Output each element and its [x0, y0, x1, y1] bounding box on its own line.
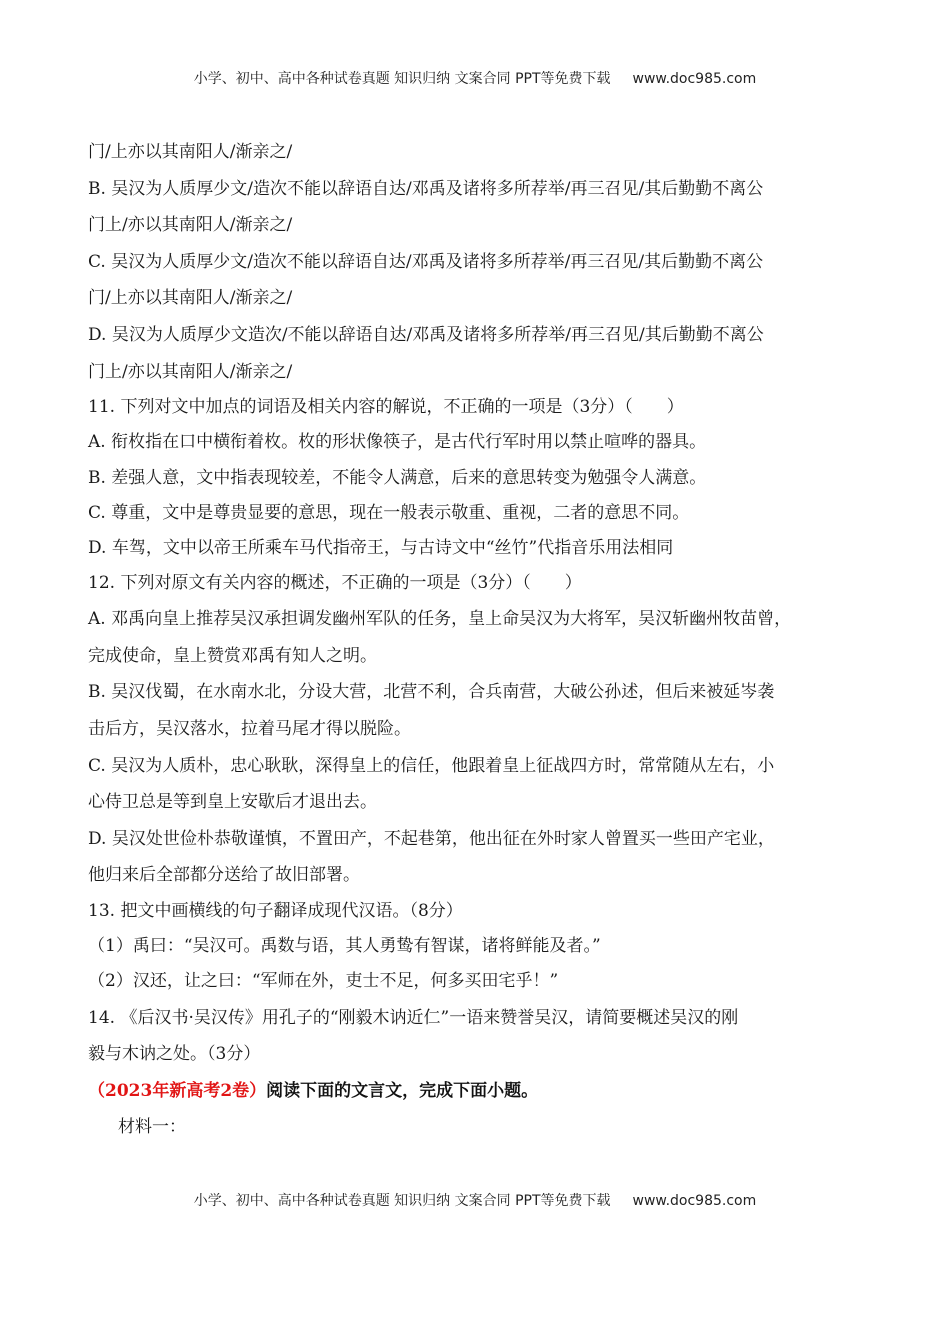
text-line: 门上/亦以其南阳人/渐亲之/	[88, 361, 293, 382]
page-header	[0, 68, 950, 88]
option-line: D. 吴汉处世俭朴恭敬谨慎，不置田产，不起巷第，他出征在外时家人曾置买一些田产宅业，	[88, 828, 775, 849]
text-line: 门/上亦以其南阳人/渐亲之/	[88, 288, 293, 309]
page-footer	[0, 1190, 950, 1210]
header-text: 小学、初中、高中各种试卷真题 知识归纳 文案合同 PPT等免费下载	[193, 71, 611, 87]
exam-instruction: 阅读下面的文言文，完成下面小题。	[266, 1080, 539, 1101]
option-line: C. 尊重，文中是尊贵显要的意思，现在一般表示敬重、重视，二者的意思不同。	[88, 502, 690, 523]
question-11: 11. 下列对文中加点的词语及相关内容的解说，不正确的一项是（3分）（ ）	[88, 397, 684, 418]
text-line: B. 吴汉为人质厚少文/造次不能以辞语自达/邓禹及诸将多所荐举/再三召见/其后勤勤不离公	[88, 178, 764, 199]
header-url[interactable]: www.doc985.com	[632, 71, 757, 87]
footer-url[interactable]: www.doc985.com	[632, 1193, 757, 1209]
text-line: 门/上亦以其南阳人/渐亲之/	[88, 142, 293, 162]
document-body	[88, 134, 878, 1146]
question-14: 14. 《后汉书·吴汉传》用孔子的“刚毅木讷近仁”一语来赞誉吴汉，请简要概述吴汉的刚	[88, 1007, 739, 1028]
translation-item: （1）禹曰：“吴汉可。禹数与语，其人勇鸷有智谋，诸将鲜能及者。”	[88, 936, 601, 957]
option-line: B. 吴汉伐蜀，在水南水北，分设大营，北营不利，合兵南营，大破公孙述，但后来被延岑袭	[88, 682, 775, 703]
material-label: 材料一：	[118, 1117, 186, 1138]
exam-heading	[88, 1073, 878, 1110]
option-line: A. 衔枚指在口中横衔着枚。枚的形状像筷子，是古代行军时用以禁止喧哗的器具。	[88, 432, 707, 453]
option-line: B. 差强人意，文中指表现较差，不能令人满意，后来的意思转变为勉强令人满意。	[88, 467, 707, 488]
option-line: 击后方，吴汉落水，拉着马尾才得以脱险。	[88, 719, 411, 740]
option-line: A. 邓禹向皇上推荐吴汉承担调发幽州军队的任务，皇上命吴汉为大将军，吴汉斩幽州牧苗曾，	[88, 609, 792, 630]
translation-item: （2）汉还，让之曰：“军师在外，吏士不足，何多买田宅乎！”	[88, 971, 559, 992]
option-line: 完成使命，皇上赞赏邓禹有知人之明。	[88, 645, 377, 666]
option-line: C. 吴汉为人质朴，忠心耿耿，深得皇上的信任，他跟着皇上征战四方时，常常随从左右，小	[88, 755, 775, 776]
exam-source: （2023年新高考2卷）	[88, 1080, 267, 1101]
footer-text: 小学、初中、高中各种试卷真题 知识归纳 文案合同 PPT等免费下载	[193, 1193, 611, 1209]
text-line: D. 吴汉为人质厚少文造次/不能以辞语自达/邓禹及诸将多所荐举/再三召见/其后勤勤不离公	[88, 324, 764, 345]
question-12: 12. 下列对原文有关内容的概述，不正确的一项是（3分）（ ）	[88, 573, 582, 594]
option-line: D. 车驾，文中以帝王所乘车马代指帝王，与古诗文中“丝竹”代指音乐用法相同	[88, 537, 674, 558]
text-line: C. 吴汉为人质厚少文/造次不能以辞语自达/邓禹及诸将多所荐举/再三召见/其后勤勤不离公	[88, 251, 764, 272]
option-line: 心侍卫总是等到皇上安歇后才退出去。	[88, 792, 377, 813]
question-13: 13. 把文中画横线的句子翻译成现代汉语。（8分）	[88, 901, 463, 922]
text-line: 毅与木讷之处。（3分）	[88, 1044, 261, 1065]
text-line: 门上/亦以其南阳人/渐亲之/	[88, 215, 293, 236]
option-line: 他归来后全部都分送给了故旧部署。	[88, 865, 360, 886]
